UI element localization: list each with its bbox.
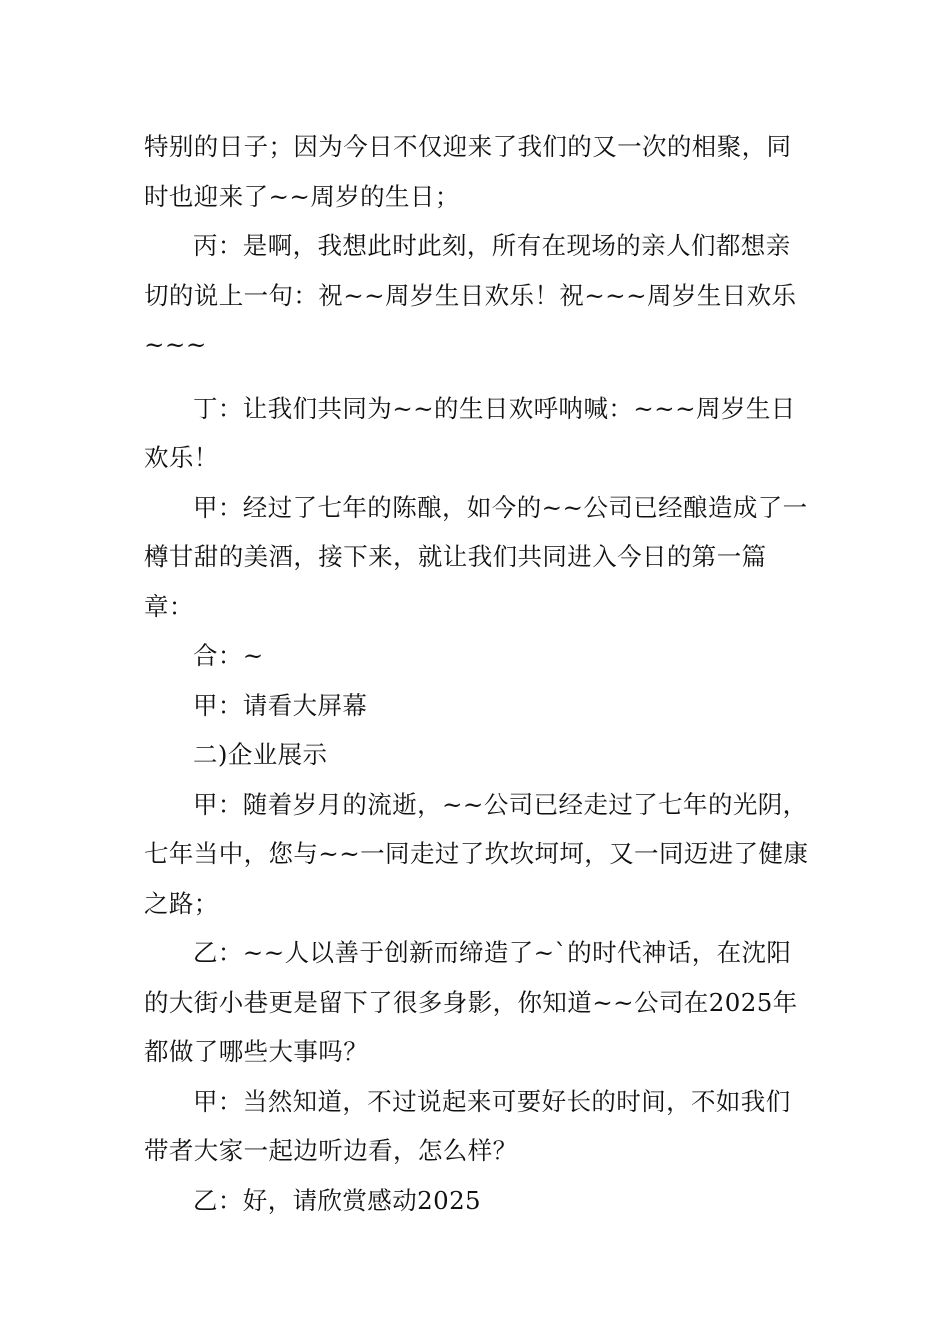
paragraph-11: 乙：好，请欣赏感动2025 — [193, 1185, 482, 1215]
paragraph-gap — [144, 370, 814, 384]
section-heading: 二)企业展示 — [193, 740, 328, 769]
paragraph-5: 合：~ — [193, 641, 264, 670]
paragraph-4: 甲：经过了七年的陈酿，如今的~~公司已经酿造成了一樽甘甜的美酒，接下来，就让我们共同进入今日的第一篇章： — [144, 492, 808, 621]
paragraph-10: 甲：当然知道，不过说起来可要好长的时间，不如我们带者大家一起边听边看，怎么样？ — [144, 1086, 791, 1165]
paragraph-6: 甲：请看大屏幕 — [193, 690, 368, 720]
document-body — [144, 122, 814, 1225]
paragraph-1: 特别的日子；因为今日不仅迎来了我们的又一次的相聚，同时也迎来了~~周岁的生日； — [144, 132, 792, 211]
paragraph-3: 丁：让我们共同为~~的生日欢呼呐喊：~~~周岁生日欢乐！ — [144, 393, 796, 472]
paragraph-8: 甲：随着岁月的流逝，~~公司已经走过了七年的光阴，七年当中，您与~~一同走过了坎坎坷坷，又一同迈进了健康之路； — [144, 789, 809, 918]
paragraph-9: 乙：~~人以善于创新而缔造了~`的时代神话，在沈阳的大街小巷更是留下了很多身影，你知道~~公司在2025年都做了哪些大事吗？ — [144, 938, 798, 1066]
paragraph-2: 丙：是啊，我想此时此刻，所有在现场的亲人们都想亲切的说上一句：祝~~周岁生日欢乐！祝~~~周岁生日欢乐~~~ — [144, 231, 797, 359]
